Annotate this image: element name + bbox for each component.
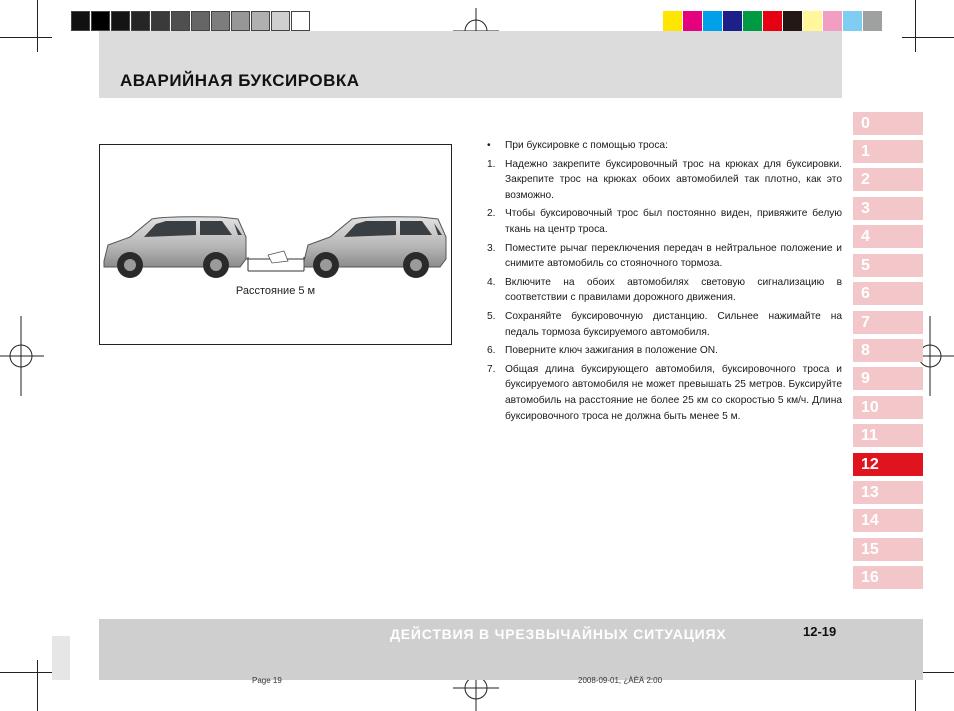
color-swatch — [663, 11, 682, 31]
page-title: АВАРИЙНАЯ БУКСИРОВКА — [120, 71, 360, 90]
chapter-tab-2[interactable]: 2 — [853, 168, 923, 191]
print-page-label: Page 19 — [252, 676, 282, 685]
step-number: 7. — [487, 363, 496, 375]
page-number: 12-19 — [803, 624, 837, 639]
bullet: • — [487, 140, 491, 151]
chapter-tab-9[interactable]: 9 — [853, 367, 923, 390]
chapter-tab-12[interactable]: 12 — [853, 453, 923, 476]
color-swatch — [111, 11, 130, 31]
chapter-tab-14[interactable]: 14 — [853, 509, 923, 532]
chapter-tab-10[interactable]: 10 — [853, 396, 923, 419]
step-text: Включите на обоих автомобилях световую сигнализацию в соответствии с правилами дорожного движения. — [505, 276, 842, 304]
color-swatch — [71, 11, 90, 31]
color-swatch — [863, 11, 882, 31]
tow-rope-icon — [246, 251, 306, 271]
chapter-tab-3[interactable]: 3 — [853, 197, 923, 220]
chapter-tab-16[interactable]: 16 — [853, 566, 923, 589]
chapter-tab-4[interactable]: 4 — [853, 225, 923, 248]
color-swatch — [171, 11, 190, 31]
towed-car-icon — [304, 217, 446, 278]
color-swatch — [723, 11, 742, 31]
color-swatch — [763, 11, 782, 31]
chapter-tab-5[interactable]: 5 — [853, 254, 923, 277]
step-text: Сохраняйте буксировочную дистанцию. Сильнее нажимайте на педаль тормоза буксируемого автомобиля. — [505, 310, 842, 338]
step-text: Поместите рычаг переключения передач в нейтральное положение и снимите автомобиль со стояночного тормоза. — [505, 242, 842, 270]
step-number: 3. — [487, 242, 496, 254]
step-number: 6. — [487, 345, 496, 357]
step-text: Общая длина буксирующего автомобиля, буксировочного троса и буксируемого автомобиля не может превышать 25 метров. Буксируйте автомобиль на расстояние не более 25 км со скоростью 5 км/ч. Длина буксировочного троса не должна быть менее 5 м. — [505, 363, 842, 422]
step-item — [487, 241, 842, 272]
color-swatch — [191, 11, 210, 31]
step-item — [487, 206, 842, 237]
color-swatch — [91, 11, 110, 31]
color-swatch — [271, 11, 290, 31]
figure-caption: Расстояние 5 м — [235, 285, 316, 297]
step-text: Чтобы буксировочный трос был постоянно виден, привяжите белую ткань на центр троса. — [505, 208, 842, 235]
towing-illustration — [100, 145, 451, 344]
step-item — [487, 157, 842, 204]
chapter-tab-6[interactable]: 6 — [853, 282, 923, 305]
chapter-tab-7[interactable]: 7 — [853, 311, 923, 334]
towing-car-icon — [104, 217, 246, 278]
step-text: Надежно закрепите буксировочный трос на крюках для буксировки. Закрепите трос на крюках обоих автомобилей так плотно, как это возможно. — [505, 158, 842, 201]
color-swatch — [783, 11, 802, 31]
footer-left-stub — [52, 636, 70, 680]
step-item — [487, 275, 842, 306]
color-swatch — [703, 11, 722, 31]
section-title: ДЕЙСТВИЯ В ЧРЕЗВЫЧАЙНЫХ СИТУАЦИЯХ — [390, 626, 727, 642]
chapter-tab-11[interactable]: 11 — [853, 424, 923, 447]
color-swatch — [251, 11, 270, 31]
color-swatch — [151, 11, 170, 31]
color-swatch — [231, 11, 250, 31]
color-swatch — [823, 11, 842, 31]
chapter-tab-0[interactable]: 0 — [853, 112, 923, 135]
print-timestamp: 2008-09-01, ¿ÀÈÄ 2:00 — [578, 676, 663, 685]
step-item — [487, 309, 842, 340]
color-swatch — [683, 11, 702, 31]
intro-text: При буксировке с помощью троса: — [505, 140, 668, 151]
towing-figure — [99, 144, 452, 345]
chapter-tab-8[interactable]: 8 — [853, 339, 923, 362]
color-swatch — [843, 11, 862, 31]
intro-line — [487, 138, 842, 154]
chapter-tab-1[interactable]: 1 — [853, 140, 923, 163]
step-number: 2. — [487, 208, 496, 220]
step-item — [487, 343, 842, 359]
color-swatch — [803, 11, 822, 31]
step-item — [487, 362, 842, 424]
towing-instructions — [487, 138, 842, 427]
color-swatch — [131, 11, 150, 31]
step-text: Поверните ключ зажигания в положение ON. — [505, 345, 718, 357]
chapter-tab-15[interactable]: 15 — [853, 538, 923, 561]
color-swatch — [743, 11, 762, 31]
step-number: 5. — [487, 310, 496, 322]
color-swatch — [291, 11, 310, 31]
chapter-tab-13[interactable]: 13 — [853, 481, 923, 504]
color-swatch — [211, 11, 230, 31]
step-number: 1. — [487, 158, 496, 170]
step-number: 4. — [487, 276, 496, 288]
